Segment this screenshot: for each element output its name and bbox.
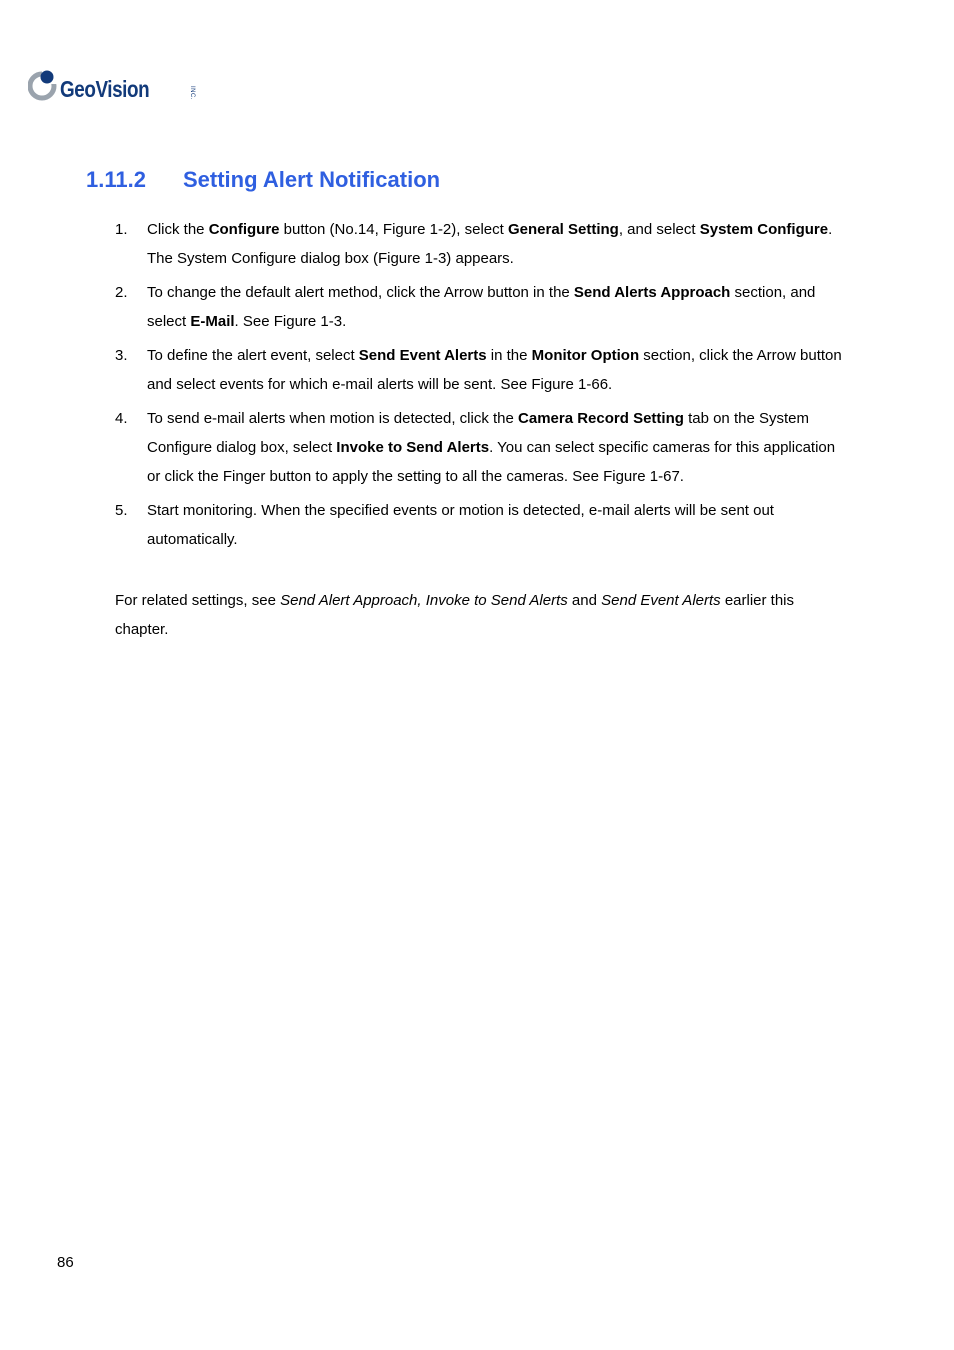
bold-term: Send Event Alerts	[358, 347, 487, 364]
text-run: tab on the System Configure dialog box, select	[147, 410, 809, 456]
step-number: 2.	[115, 284, 128, 301]
logo-text: GeoVision	[60, 76, 150, 102]
italic-term: Send Event Alerts	[601, 592, 721, 609]
section-heading	[86, 167, 440, 193]
bold-term: Send Alerts Approach	[573, 284, 731, 301]
bold-term: System Configure	[699, 221, 829, 238]
text-run: section, and select	[147, 284, 816, 330]
step-text	[147, 347, 842, 393]
text-run: To change the default alert method, click the Arrow button in the	[147, 284, 574, 301]
text-run: . You can select specific cameras for this application or click the Finger button to apply the setting to all the cameras. See Figure 1-67.	[147, 439, 836, 485]
text-run: button (No.14, Figure 1-2), select	[279, 221, 508, 238]
bold-term: Monitor Option	[531, 347, 640, 364]
step-item	[115, 404, 845, 491]
text-run: section, click the Arrow button and select events for which e-mail alerts will be sent. See Figure 1-66.	[147, 347, 842, 393]
step-number: 5.	[115, 502, 128, 519]
geovision-logo	[28, 66, 195, 106]
step-number: 1.	[115, 221, 128, 238]
bold-term: Camera Record Setting	[518, 410, 684, 427]
text-run: For related settings, see	[115, 592, 281, 609]
step-number: 3.	[115, 347, 128, 364]
geovision-logo-icon	[28, 66, 62, 106]
text-run: To send e-mail alerts when motion is detected, click the	[147, 410, 519, 427]
step-text	[147, 502, 774, 548]
step-text	[147, 284, 815, 330]
text-run: Start monitoring. When the specified events or motion is detected, e-mail alerts will be sent out automatically.	[147, 502, 774, 548]
text-run: Click the	[147, 221, 209, 238]
text-run: . The System Configure dialog box (Figure 1-3) appears.	[147, 221, 833, 267]
bold-term: Configure	[208, 221, 280, 238]
section-number: 1.11.2	[86, 167, 146, 192]
text-run: and	[567, 592, 602, 609]
step-number: 4.	[115, 410, 128, 427]
text-run: To define the alert event, select	[147, 347, 359, 364]
step-text	[147, 410, 835, 485]
text-run: . See Figure 1-3.	[234, 313, 347, 330]
text-run: , and select	[618, 221, 700, 238]
steps-list	[115, 215, 845, 559]
step-item	[115, 496, 845, 554]
step-item	[115, 278, 845, 336]
page-number: 86	[57, 1254, 74, 1271]
bold-term: E-Mail	[190, 313, 235, 330]
bold-term: General Setting	[507, 221, 619, 238]
bold-term: Invoke to Send Alerts	[336, 439, 490, 456]
step-item	[115, 215, 845, 273]
italic-term: Send Alert Approach, Invoke to Send Alerts	[280, 592, 568, 609]
text-run: earlier this chapter.	[115, 592, 795, 638]
text-run: in the	[486, 347, 532, 364]
logo-registered-mark: INC.	[189, 86, 195, 100]
related-settings-note	[115, 586, 845, 644]
step-text	[147, 221, 832, 267]
section-title: Setting Alert Notification	[183, 167, 441, 192]
step-item	[115, 341, 845, 399]
